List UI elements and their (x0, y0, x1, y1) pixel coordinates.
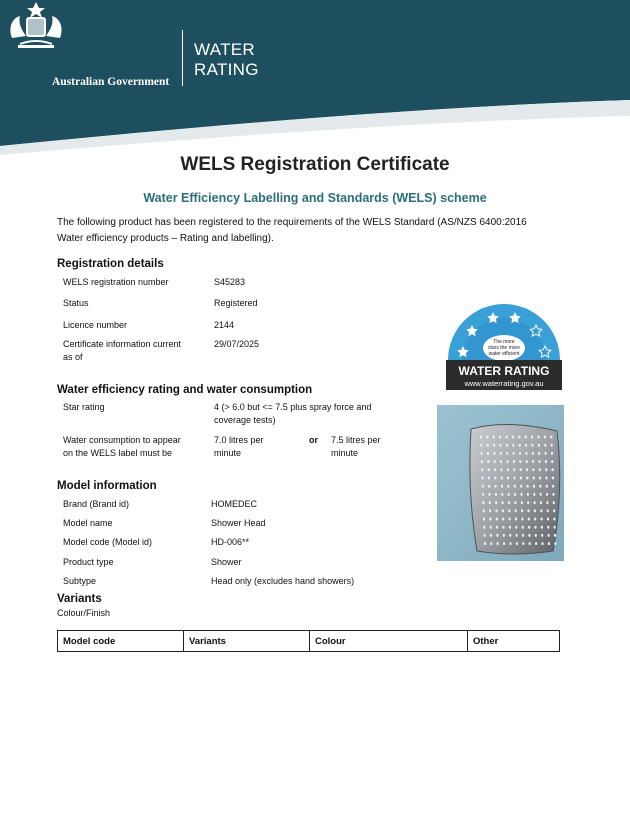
col-other: Other (468, 631, 560, 652)
model-info-heading: Model information (57, 480, 157, 492)
nozzle (506, 452, 508, 455)
nozzle (525, 444, 527, 447)
nozzle (506, 444, 508, 447)
nozzle (495, 493, 497, 496)
government-name: Australian Government (52, 76, 170, 88)
nozzle (554, 526, 556, 529)
nozzle (508, 501, 510, 504)
nozzle (502, 526, 504, 529)
nozzle (552, 493, 554, 496)
nozzle (520, 468, 522, 471)
nozzle (507, 477, 509, 480)
nozzle (514, 493, 516, 496)
nozzle (500, 460, 502, 463)
nozzle (541, 526, 543, 529)
nozzle (508, 493, 510, 496)
nozzle (534, 518, 536, 521)
model-name-value: Shower Head (211, 518, 266, 528)
nozzle (502, 509, 504, 512)
registration-heading: Registration details (57, 258, 164, 270)
nozzle (481, 452, 483, 455)
consumption-label (63, 434, 181, 460)
brand-value: HOMEDEC (211, 499, 258, 509)
nozzle (528, 526, 530, 529)
nozzle (481, 477, 483, 480)
nozzle (528, 518, 530, 521)
nozzle (533, 493, 535, 496)
variants-table (57, 630, 560, 652)
nozzle (515, 509, 517, 512)
licence-value: 2144 (214, 320, 235, 330)
nozzle (493, 436, 495, 439)
nozzle (520, 485, 522, 488)
nozzle (540, 509, 542, 512)
nozzle (553, 518, 555, 521)
consumption-value-b-line2: minute (331, 448, 359, 458)
nozzle (501, 477, 503, 480)
nozzle (494, 468, 496, 471)
nozzle (480, 436, 482, 439)
nozzle (551, 460, 553, 463)
variants-heading: Variants (57, 593, 102, 605)
nozzle (495, 485, 497, 488)
nozzle (547, 526, 549, 529)
nozzle (527, 509, 529, 512)
nozzle (500, 452, 502, 455)
nozzle (545, 460, 547, 463)
nozzle (554, 534, 556, 537)
product-type-value: Shower (211, 557, 242, 567)
nozzle (545, 468, 547, 471)
nozzle (545, 477, 547, 480)
nozzle (526, 477, 528, 480)
nozzle (531, 436, 533, 439)
nozzle (521, 501, 523, 504)
nozzle (486, 436, 488, 439)
nozzle (544, 436, 546, 439)
nozzle (525, 452, 527, 455)
star-rating-value-line1: 4 (> 6.0 but <= 7.5 plus spray force and (214, 402, 372, 412)
reg-number-value: S45283 (214, 277, 246, 287)
star-rating-label: Star rating (63, 402, 105, 412)
nozzle (513, 452, 515, 455)
nozzle (490, 542, 492, 545)
nozzle (480, 444, 482, 447)
nozzle (532, 460, 534, 463)
nozzle (527, 493, 529, 496)
nozzle (514, 485, 516, 488)
nozzle (528, 534, 530, 537)
nozzle (527, 485, 529, 488)
water-rating-label-icon (446, 300, 562, 390)
nozzle (496, 534, 498, 537)
nozzle (487, 452, 489, 455)
nozzle (500, 468, 502, 471)
nozzle (481, 460, 483, 463)
badge-tagline-2: stars the more (488, 345, 520, 351)
nozzle (512, 436, 514, 439)
header-divider (182, 30, 183, 86)
nozzle (482, 485, 484, 488)
nozzle (513, 460, 515, 463)
nozzle (522, 542, 524, 545)
nozzle (546, 493, 548, 496)
nozzle (493, 444, 495, 447)
nozzle (552, 485, 554, 488)
nozzle (522, 526, 524, 529)
nozzle (520, 477, 522, 480)
nozzle (535, 534, 537, 537)
reg-number-label: WELS registration number (63, 277, 169, 287)
nozzle (482, 501, 484, 504)
nozzle (538, 444, 540, 447)
nozzle (506, 436, 508, 439)
model-code-label: Model code (Model id) (63, 537, 153, 547)
nozzle (540, 493, 542, 496)
consumption-value-b-line1: 7.5 litres per (331, 435, 381, 445)
nozzle (533, 485, 535, 488)
nozzle (550, 436, 552, 439)
variants-subheading: Colour/Finish (57, 608, 111, 618)
nozzle (490, 526, 492, 529)
nozzle (532, 468, 534, 471)
nozzle (488, 477, 490, 480)
subtype-label: Subtype (63, 576, 97, 586)
shower-head-photo-icon (437, 405, 564, 561)
model-name-label: Model name (63, 518, 113, 528)
nozzle (509, 526, 511, 529)
badge-url: www.waterrating.gov.au (464, 379, 544, 388)
consumption-or: or (309, 435, 318, 445)
nozzle (551, 444, 553, 447)
nozzle (503, 542, 505, 545)
model-code-value: HD-006** (211, 537, 250, 547)
nozzle (553, 509, 555, 512)
consumption-value-b (331, 434, 381, 460)
nozzle (518, 436, 520, 439)
nozzle (513, 477, 515, 480)
consumption-value-a-line2: minute (214, 448, 242, 458)
nozzle (526, 460, 528, 463)
nozzle (532, 452, 534, 455)
cert-info-label (63, 338, 181, 364)
nozzle (525, 436, 527, 439)
cert-info-label-line1: Certificate information current (63, 339, 182, 349)
consumption-value-a-line1: 7.0 litres per (214, 435, 264, 445)
nozzle (538, 452, 540, 455)
nozzle (520, 493, 522, 496)
nozzle (507, 468, 509, 471)
nozzle (501, 493, 503, 496)
product-type-label: Product type (63, 557, 114, 567)
nozzle (534, 526, 536, 529)
nozzle (553, 501, 555, 504)
col-colour: Colour (310, 631, 468, 652)
subtype-value: Head only (excludes hand showers) (211, 576, 355, 586)
col-model-code: Model code (58, 631, 184, 652)
nozzle (489, 501, 491, 504)
star-rating-value-line2: coverage tests) (214, 415, 276, 425)
nozzle (533, 477, 535, 480)
nozzle (508, 509, 510, 512)
nozzle (526, 468, 528, 471)
nozzle (494, 477, 496, 480)
nozzle (484, 542, 486, 545)
intro-line-1: The following product has been registered to the requirements of the WELS Standard (AS/NZS 6400:2016 (57, 217, 527, 228)
consumption-value-a (214, 434, 264, 460)
cert-info-value: 29/07/2025 (214, 339, 260, 349)
nozzle (539, 468, 541, 471)
nozzle (515, 518, 517, 521)
nozzle (503, 534, 505, 537)
nozzle (484, 534, 486, 537)
nozzle (483, 509, 485, 512)
nozzle (488, 468, 490, 471)
program-title-line2: RATING (194, 60, 259, 79)
status-label: Status (63, 298, 89, 308)
nozzle (482, 493, 484, 496)
nozzle (495, 509, 497, 512)
nozzle (489, 509, 491, 512)
cert-info-label-line2: as of (63, 352, 83, 362)
nozzle (531, 444, 533, 447)
document-subtitle: Water Efficiency Labelling and Standards (WELS) scheme (143, 191, 487, 205)
nozzle (541, 518, 543, 521)
nozzle (538, 436, 540, 439)
intro-paragraph (57, 215, 577, 247)
nozzle (547, 509, 549, 512)
nozzle (529, 542, 531, 545)
consumption-label-line2: on the WELS label must be (63, 448, 173, 458)
nozzle (487, 460, 489, 463)
nozzle (499, 436, 501, 439)
licence-label: Licence number (63, 320, 128, 330)
nozzle (521, 509, 523, 512)
nozzle (541, 534, 543, 537)
nozzle (535, 542, 537, 545)
status-value: Registered (214, 298, 258, 308)
nozzle (497, 542, 499, 545)
nozzle (554, 542, 556, 545)
nozzle (515, 526, 517, 529)
nozzle (527, 501, 529, 504)
water-efficiency-heading: Water efficiency rating and water consumption (57, 384, 313, 396)
nozzle (483, 526, 485, 529)
nozzle (509, 534, 511, 537)
nozzle (493, 452, 495, 455)
nozzle (521, 518, 523, 521)
nozzle (539, 477, 541, 480)
nozzle (541, 542, 543, 545)
nozzle (539, 485, 541, 488)
nozzle (488, 493, 490, 496)
nozzle (551, 452, 553, 455)
nozzle (487, 444, 489, 447)
nozzle (544, 444, 546, 447)
intro-line-2: Water efficiency products – Rating and labelling). (57, 233, 274, 244)
nozzle (546, 485, 548, 488)
nozzle (509, 542, 511, 545)
nozzle (552, 477, 554, 480)
nozzle (516, 542, 518, 545)
nozzle (540, 501, 542, 504)
nozzle (552, 468, 554, 471)
nozzle (547, 518, 549, 521)
nozzle (507, 485, 509, 488)
nozzle (502, 518, 504, 521)
nozzle (548, 542, 550, 545)
nozzle (519, 452, 521, 455)
nozzle (513, 468, 515, 471)
nozzle (496, 518, 498, 521)
nozzle (546, 501, 548, 504)
nozzle (512, 444, 514, 447)
col-variants: Variants (184, 631, 310, 652)
nozzle (499, 444, 501, 447)
badge-title: WATER RATING (458, 364, 550, 378)
coat-of-arms-icon (0, 0, 72, 50)
star-rating-value (214, 401, 371, 427)
nozzle (514, 501, 516, 504)
nozzle (538, 460, 540, 463)
nozzle (481, 468, 483, 471)
nozzle (519, 444, 521, 447)
header-banner (0, 0, 630, 160)
nozzle (545, 452, 547, 455)
nozzle (516, 534, 518, 537)
program-title-line1: WATER (194, 40, 255, 59)
nozzle (502, 501, 504, 504)
nozzle (534, 501, 536, 504)
nozzle (509, 518, 511, 521)
nozzle (506, 460, 508, 463)
nozzle (522, 534, 524, 537)
product-photo (437, 405, 564, 561)
variants-header-row (58, 631, 560, 652)
brand-label: Brand (Brand id) (63, 499, 130, 509)
nozzle (501, 485, 503, 488)
badge-tagline-1: The more (493, 339, 515, 345)
nozzle (488, 485, 490, 488)
program-title (194, 40, 259, 80)
nozzle (495, 501, 497, 504)
nozzle (548, 534, 550, 537)
nozzle (490, 534, 492, 537)
nozzle (496, 526, 498, 529)
nozzle (483, 518, 485, 521)
nozzle (489, 518, 491, 521)
badge-tagline-3: water efficient (488, 351, 520, 357)
nozzle (519, 460, 521, 463)
nozzle (534, 509, 536, 512)
document-title: WELS Registration Certificate (180, 154, 450, 175)
nozzle (494, 460, 496, 463)
consumption-label-line1: Water consumption to appear (63, 435, 181, 445)
